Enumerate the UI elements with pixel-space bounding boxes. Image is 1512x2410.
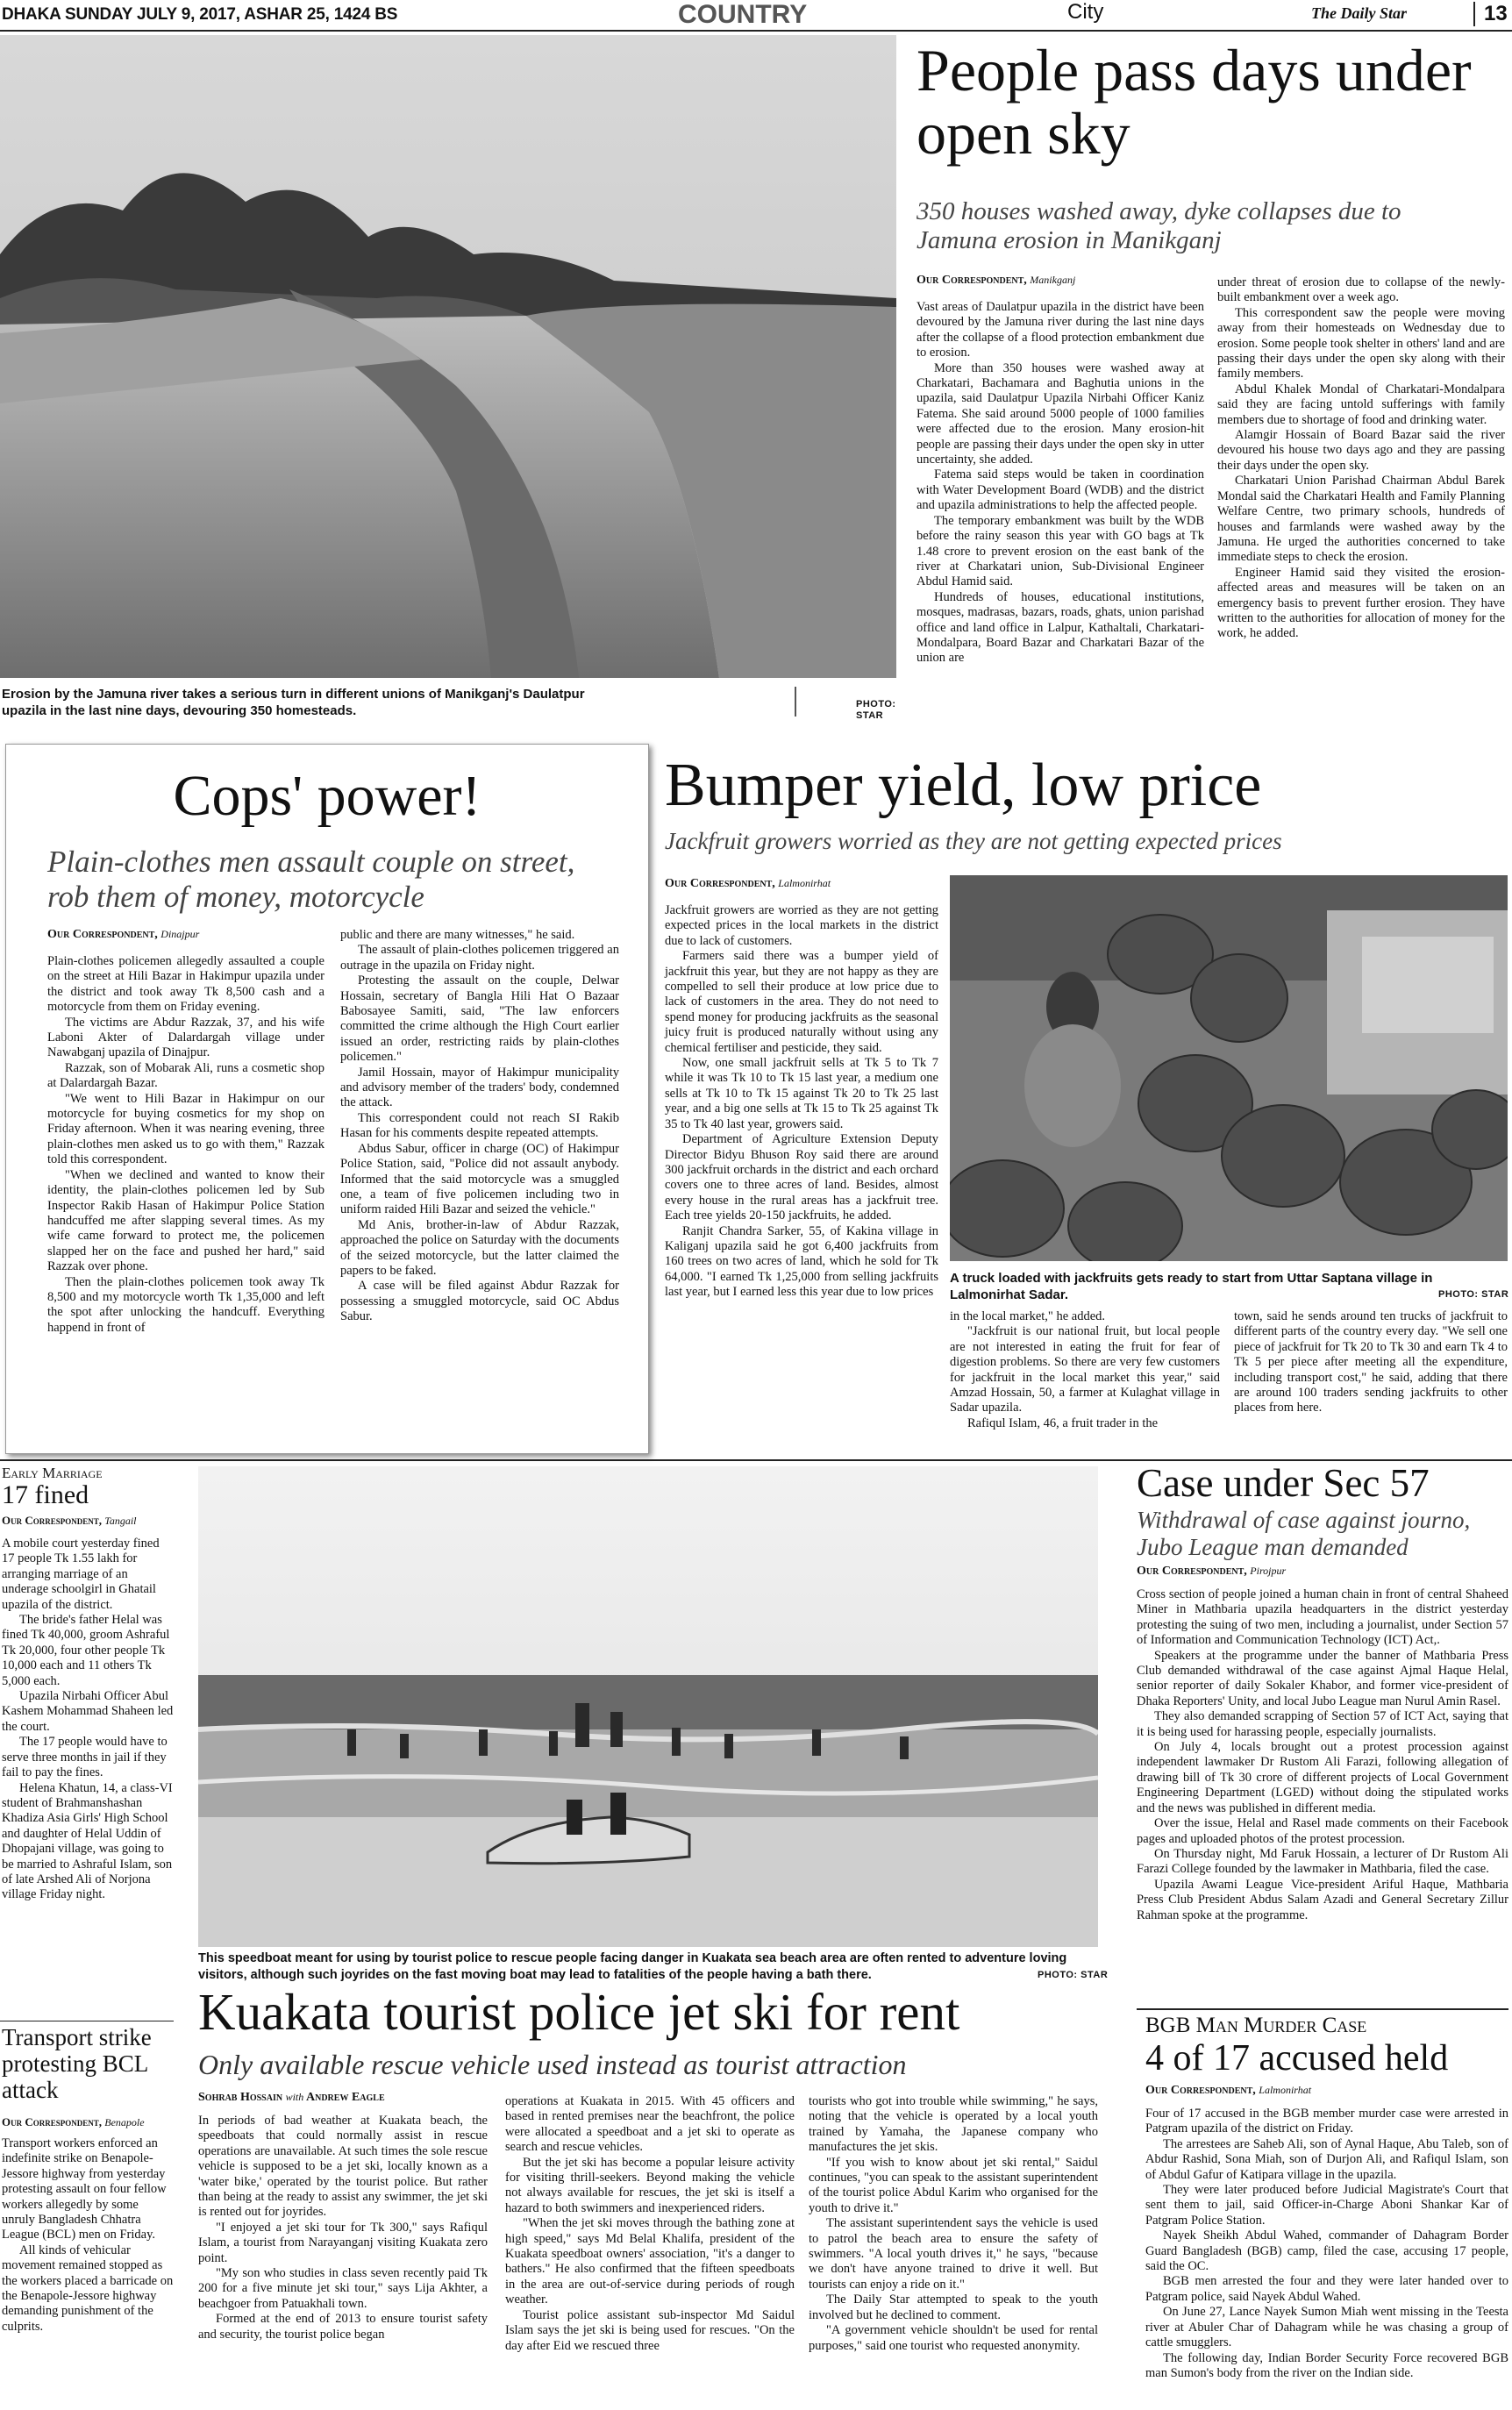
paragraph: The assault of plain-clothes policemen triggered an outrage in the upazila on Friday night. [340,943,619,973]
paragraph: All kinds of vehicular movement remained stopped as the workers placed a barricade on the Benapole-Jessore highway demanding punishment of the culprits. [2,2242,174,2334]
paragraph: Upazila Nirbahi Officer Abul Kashem Mohammad Shaheen led the court. [2,1689,174,1734]
story1-byline-place: Manikganj [1030,274,1076,286]
paragraph: This correspondent saw the people were moving away from their homesteads on Wednesday due to erosion. Some people took shelter in others' land and are passing their days under the open sky along with their family members. [1217,305,1505,381]
story4-headline: 17 fined [2,1480,89,1509]
story8-byline-author: Our Correspondent, [1145,2084,1256,2097]
story1-deck: 350 houses washed away, dyke collapses due to Jamuna erosion in Manikganj [916,197,1401,254]
paragraph: On June 27, Lance Nayek Sumon Miah went missing in the Teesta river at Abuler Char of Dahagram while he was chasing a group of cattle smugglers. [1145,2305,1508,2350]
story8-byline [1145,2084,1311,2098]
story6-byline-author-b: Andrew Eagle [306,2091,385,2104]
paragraph: On July 4, locals brought out a protest procession against independent lawmaker Dr Rustom Ali Farazi, following allegation of drawing bill of Tk 30 crore of different projects of Local Government Engineering Department (LGED) without doing the stipulated works and the news was published in different media. [1137,1740,1508,1815]
paragraph: Formed at the end of 2013 to ensure tourist safety and security, the tourist police began [198,2312,488,2342]
paragraph: tourists who got into trouble while swimming," he says, noting that the vehicle is operated by a local youth trained by Yamaha, the Japanese company who manufactures the jet skis. [809,2094,1098,2155]
paragraph: operations at Kuakata in 2015. With 45 officers and based in rented premises near the beachfront, the police were allocated a speedboat and a jet ski to operate as search and rescue vehicles. [505,2094,795,2155]
paragraph: Alamgir Hossain of Board Bazar said the river devoured his house two days ago and they are passing their days under the open sky. [1217,428,1505,473]
paragraph: "My son who studies in class seven recently paid Tk 200 for a five minute jet ski tour," says Lija Akhter, a beachgoer from Patuakhali town. [198,2266,488,2311]
story6-column-2 [505,2094,795,2354]
story3-byline-place: Lalmonirhat [778,877,831,889]
paragraph: The temporary embankment was built by the WDB before the rainy season this year with GO bags at Tk 1.48 crore to prevent erosion on the east bank of the river at Charkatari union, Sub-Divisional Engineer Abdul Hamid said. [916,513,1204,589]
paragraph: The arrestees are Saheb Ali, son of Aynal Haque, Abu Taleb, son of Abdur Rashid, Sona Miah, son of Durjon Ali, and Rafiqul Islam, son of Abdul Gafur of Katipara village in the upazila. [1145,2136,1508,2182]
dateline: DHAKA SUNDAY JULY 9, 2017, ASHAR 25, 1424 BS [2,5,398,24]
jackfruit-photo-credit: PHOTO: STAR [1438,1289,1509,1300]
story3-byline-author: Our Correspondent, [665,877,775,890]
paragraph: In periods of bad weather at Kuakata beach, the speedboats that could normally assist in rescue operations are unavailable. At such times the sole rescue vehicle is supposed to be a jet ski, locally known as a 'water bike,' operated by the tourist police. But rather than being at the ready to assist any swimmer, the jet ski is rented out for joyrides. [198,2114,488,2220]
paragraph: "I enjoyed a jet ski tour for Tk 300," says Rafiqul Islam, a tourist from Narayanganj visiting Kuakata zero point. [198,2220,488,2265]
story6-column-1 [198,2114,488,2342]
paragraph: Cross section of people joined a human chain in front of central Shaheed Miner in Mathbaria upazila headquarters in the district yesterday protesting the suing of two men, including a journalist, under Section 57 of Information and Communication Technology (ICT) Act,. [1137,1587,1508,1648]
paragraph: Four of 17 accused in the BGB member murder case were arrested in Patgram upazila of the district on Friday. [1145,2107,1508,2136]
paragraph: Tourist police assistant sub-inspector Md Saidul Islam says the jet ski is being used for rescues. "On the day after Eid we rescued three [505,2307,795,2353]
story4-body [2,1537,174,1903]
story6-byline-author-a: Sohrab Hossain [198,2091,283,2104]
story6-byline-with: with [285,2091,304,2103]
paragraph: Engineer Hamid said they visited the erosion-affected areas and measures will be taken on an emergency basis to prevent further erosion. They have written to the authorities for allocation of money for the work, he added. [1217,565,1505,641]
story8-byline-place: Lalmonirhat [1259,2084,1312,2096]
story1-column-2 [1217,275,1505,642]
story4-byline-author: Our Correspondent, [2,1514,103,1527]
paragraph: The victims are Abdur Razzak, 37, and his wife Laboni Akter of Dalardargah village under Nawabganj upazila of Dinajpur. [47,1015,325,1060]
story7-byline-author: Our Correspondent, [1137,1565,1247,1578]
erosion-photo-credit: PHOTO: STAR [856,699,896,721]
story5-byline [2,2115,145,2129]
paragraph: Plain-clothes policemen allegedly assaulted a couple on the street at Hili Bazar in Hakimpur upazila under the district and took away Tk 8,500 cash and a motorcycle from them on Friday evening. [47,954,325,1015]
story2-byline-place: Dinajpur [160,928,200,940]
story3-byline [665,877,831,891]
paragraph: Upazila Awami League Vice-president Ariful Haque, Mathbaria Press Club President Abdus Salam Azadi and General Secretary Zillur Rahman spoke at the programme. [1137,1877,1508,1922]
paragraph: But the jet ski has become a popular leisure activity for visiting thrill-seekers. Beyond making the vehicle not always available for rescues, the jet ski is itself a hazard to both swimmers and inexperienced riders. [505,2155,795,2215]
story3-column-1 [665,903,938,1301]
story7-headline: Case under Sec 57 [1137,1461,1430,1505]
paragraph: They also demanded scrapping of Section 57 of ICT Act, saying that it is being used for harassing people, especially journalists. [1137,1709,1508,1739]
paragraph: Transport workers enforced an indefinite strike on Benapole-Jessore highway from yesterday protesting assault on four fellow workers allegedly by some unruly Bangladesh Chhatra League (BCL) men on Friday. [2,2136,167,2242]
subsection-label: City [1067,0,1104,24]
story6-column-3 [809,2094,1098,2354]
story4-byline [2,1514,137,1528]
page-header [0,0,1512,32]
paragraph: Rafiqul Islam, 46, a fruit trader in the [967,1415,1159,1430]
paragraph: Hundreds of houses, educational institutions, mosques, madrasas, bazars, roads, ghats, union parishad office and land office in Lalpur, Kathaltali, Charkatari-Mondalpara, Board Bazar and Charkatari Bazar of the union are [916,589,1204,666]
paragraph: The following day, Indian Border Security Force recovered BGB man Sumon's body from the river on the Indian side. [1145,2350,1508,2380]
jackfruit-photo-image [950,875,1508,1261]
paragraph: A case will be filed against Abdur Razzak for possessing a smuggled motorcycle, said OC Abdus Sabur. [340,1279,619,1324]
story8-headline: 4 of 17 accused held [1145,2038,1449,2078]
paragraph: Then the plain-clothes policemen took away Tk 8,500 and my motorcycle worth Tk 1,35,000 and left the spot after unlocking the handcuff. Everything happend in front of [47,1274,325,1335]
paragraph: The Daily Star attempted to speak to the youth involved but he declined to comment. [809,2292,1098,2322]
paragraph: "When the jet ski moves through the bathing zone at high speed," says Md Belal Khalifa, president of the Kuakata speedboat owners' association, "it's a danger to bathers." He also confirmed that the fifteen speedboats in the area are out-of-service during periods of rough weather. [505,2216,795,2307]
story5-body [2,2136,174,2335]
story8-top-rule [1137,2008,1508,2010]
paragraph: Farmers said there was a bumper yield of jackfruit this year, but they are not happy as they are compelled to sell their produce at low price due to lack of customers in the area. They do not need to spend money for producing jackfruits as the seasonal juicy fruit is produced naturally without using any chemical fertiliser and pesticide, they said. [665,949,938,1055]
story6-byline [198,2091,385,2105]
paragraph: Protesting the assault on the couple, Delwar Hossain, secretary of Bangla Hili Hat O Bazaar Babosayee Samiti, said, "The law enforcers committed the crime although the High Court earlier issued an order, restricting raids by plain-clothes policemen." [340,973,619,1065]
paragraph: Charkatari Union Parishad Chairman Abdul Barek Mondal said the Charkatari Health and Family Planning Welfare Centre, two primary schools, hundreds of houses and farmlands were washed away by the Jamuna. He urged the authorities concerned to take immediate steps to check the erosion. [1217,474,1505,565]
paragraph: They were later produced before Judicial Magistrate's Court that sent them to jail, said Officer-in-Charge Aboni Shankar Kar of Patgram Police Station. [1145,2183,1508,2228]
paragraph: Vast areas of Daulatpur upazila in the district have been devoured by the Jamuna river during the last nine days after the collapse of a flood protection embankment due to erosion. [916,300,1204,360]
paragraph: Nayek Sheikh Abdul Wahed, commander of Dahagram Border Guard Bangladesh (BGB) camp, filed the case, accusing 17 people, said the OC. [1145,2228,1508,2274]
story6-deck: Only available rescue vehicle used instead as tourist attraction [198,2049,907,2080]
story2-byline-author: Our Correspondent, [47,928,158,941]
caption-divider [795,687,796,717]
erosion-photo [0,35,896,678]
paragraph: Ranjit Chandra Sarker, 55, of Kakina village in Kaliganj upazila said he got 6,400 jackfruits from 160 trees on two acres of land, which he sold for Tk 64,000. "I earned Tk 1,25,000 from selling jackfruits last year, but I earned less this year due to low prices [665,1223,938,1300]
paragraph: The assistant superintendent says the vehicle is used to patrol the beach area to ensure the safety of swimmers. "A local youth drives it," he says, "because we don't have anyone trained to drive it well. But tourists can enjoy a ride on it." [809,2216,1098,2292]
paragraph: Razzak, son of Mobarak Ali, runs a cosmetic shop at Dalardargah Bazar. [47,1060,325,1091]
story2-column-2 [340,928,619,1325]
story5-byline-author: Our Correspondent, [2,2115,103,2128]
jetski-photo-image [198,1466,1098,1947]
paragraph: "If you wish to know about jet ski rental," Saidul continues, "you can speak to the assistant superintendent of the tourist police Abdul Karim who organised for the youth to drive it." [809,2155,1098,2215]
story7-byline [1137,1565,1286,1579]
paragraph: Helena Khatun, 14, a class-VI student of Brahmanshashan Khadiza Asia Girls' High School and daughter of Helal Uddin of Dhopajani village, was going to be married to Ashraful Islam, son of late Arshed Ali of Norjona village Friday night. [2,1780,173,1902]
paragraph: Over the issue, Helal and Rasel made comments on their Facebook pages and uploaded photos of the protest procession. [1137,1816,1508,1846]
paragraph: A mobile court yesterday fined 17 people Tk 1.55 lakh for arranging marriage of an underage schoolgirl in Ghatail upazila of the district. [2,1537,160,1612]
jackfruit-photo-caption: A truck loaded with jackfruits gets ready to start from Uttar Saptana village in Lalmonirhat Sadar. [950,1271,1433,1302]
paragraph: Fatema said steps would be taken in coordination with Water Development Board (WDB) and the district and upazila administrations to help the affected people. [916,467,1204,513]
story2-headline: Cops' power! [173,764,481,828]
jetski-photo-caption: This speedboat meant for using by tourist police to rescue people facing danger in Kuakata sea beach area are often rented to adventure loving visitors, although such joyrides on the fast moving boat may lead to fatalities of the people having a bath there. [198,1951,1067,1982]
paragraph: On Thursday night, Md Faruk Hossain, a lecturer of Dr Rustom Ali Farazi College founded by the lawmaker in Mathbaria, filed the case. [1137,1846,1508,1877]
paragraph: Department of Agriculture Extension Deputy Director Bidyu Bhuson Roy said there are around 300 jackfruit orchards in the district and each orchard covers one to three acres of land. Besides, almost every house in the rural areas has a jackfruit tree. Each tree yields 20-150 jackfruits, he added. [665,1132,938,1223]
erosion-photo-caption: Erosion by the Jamuna river takes a serious turn in different unions of Manikganj's Daulatpur upazila in the last nine days, devouring 350 homesteads. [2,687,585,718]
paragraph: BGB men arrested the four and they were later handed over to Patgram police, said Nayek Abdul Wahed. [1145,2274,1508,2304]
story6-headline: Kuakata tourist police jet ski for rent [198,1983,960,2041]
story8-kicker: BGB Man Murder Case [1145,2014,1367,2037]
story3-column-3 [1234,1309,1508,1416]
paragraph: Abdus Sabur, officer in charge (OC) of Hakimpur Police Station, said, "Police did not assault anybody. Informed that the said motorcycle was a smuggled one, a team of five policemen including two in uniform raided Hili Bazar and seized the vehicle." [340,1141,619,1217]
story1-headline: People pass days under open sky [916,37,1472,167]
story3-deck: Jackfruit growers worried as they are not getting expected prices [665,828,1282,854]
paragraph: Jamil Hossain, mayor of Hakimpur municipality and advisory member of the traders' body, condemned the attack. [340,1065,619,1110]
paragraph: Md Anis, brother-in-law of Abdur Razzak, approached the police on Saturday with the documents of the seized motorcycle, but the latter claimed the papers to be faked. [340,1217,619,1278]
jetski-photo [198,1466,1098,1947]
story5-headline: Transport strike protesting BCL attack [2,2024,152,2103]
erosion-photo-image [0,35,896,678]
story4-byline-place: Tangail [104,1515,137,1527]
story3-headline: Bumper yield, low price [665,752,1262,819]
jackfruit-photo [950,875,1508,1261]
paragraph: "When we declined and wanted to know their identity, the plain-clothes policemen led by Sub Inspector Rakib Hasan of Hakimpur Police Station handcuffed me after slapping several times. As my wife came forward to protect me, the policemen slapped her on the face and pushed her hard," said Razzak over phone. [47,1167,325,1274]
masthead-logo: The Daily Star [1311,4,1408,22]
paragraph: "Jackfruit is our national fruit, but local people are not interested in eating the fruit for fear of digestion problems. So there are very few customers for jackfruit in the local market this year," said Amzad Hossain, 50, a farmer at Kulaghat village in Sadar upazila. [950,1324,1220,1415]
story4-kicker: Early Marriage [2,1465,103,1481]
story2-deck: Plain-clothes men assault couple on street, rob them of money, motorcycle [47,845,575,914]
paragraph: Jackfruit growers are worried as they are not getting expected prices in the local markets in the district due to lack of customers. [665,903,938,948]
page-number: 13 [1473,2,1508,26]
paragraph: Abdul Khalek Mondal of Charkatari-Mondalpara said they are facing untold sufferings with family members due to shortage of food and drinking water. [1217,381,1505,427]
paragraph: town, said he sends around ten trucks of jackfruit to different parts of the country every day. "We sell one piece of jackfruit for Tk 20 to Tk 30 and earn Tk 4 to Tk 5 per piece after meeting all the expenditure, including transport cost," he said, adding that there are around 100 traders sending jackfruits to other places from here. [1234,1309,1508,1415]
story5-byline-place: Benapole [104,2116,145,2128]
paragraph: The bride's father Helal was fined Tk 40,000, groom Ashraful Tk 20,000, four other people Tk 10,000 each and 11 others Tk 5,000 each. [2,1613,170,1688]
section-label: COUNTRY [678,0,808,29]
story8-body [1145,2107,1508,2381]
paragraph: Now, one small jackfruit sells at Tk 5 to Tk 7 while it was Tk 10 to Tk 15 last year, a medium one sells at Tk 10 to Tk 15 against Tk 20 to Tk 25 last year, and a big one sells at Tk 15 to Tk 25 against Tk 35 to Tk 40 last year, growers said. [665,1056,938,1131]
story1-byline [916,274,1075,288]
story3-column-2 [950,1309,1220,1431]
story7-byline-place: Pirojpur [1250,1565,1287,1577]
paragraph: under threat of erosion due to collapse of the newly-built embankment over a week ago. [1217,275,1505,305]
paragraph: More than 350 houses were washed away at Charkatari, Bachamara and Baghutia unions in the upazila, said Daulatpur Upazila Nirbahi Officer Kaniz Fatema. She said around 5000 people of 1000 families were affected due to the erosion. Many erosion-hit people are passing their days under the open sky in utter uncertainty, she added. [916,360,1204,467]
paragraph: The 17 people would have to serve three months in jail if they fail to pay the fines. [2,1735,168,1780]
story2-byline [47,928,199,942]
paragraph: in the local market," he added. [950,1309,1106,1323]
story2-column-1 [47,954,325,1336]
paragraph: This correspondent could not reach SI Rakib Hasan for his comments despite repeated attempts. [340,1110,619,1141]
story7-deck: Withdrawal of case against journo, Jubo League man demanded [1137,1507,1471,1560]
story7-body [1137,1587,1508,1923]
paragraph: public and there are many witnesses," he said. [340,928,575,942]
paragraph: "A government vehicle shouldn't be used for rental purposes," said one tourist who requested anonymity. [809,2323,1098,2353]
story1-byline-author: Our Correspondent, [916,274,1027,287]
jetski-photo-credit: PHOTO: STAR [1038,1970,1109,1980]
story1-column-1 [916,300,1204,667]
paragraph: "We went to Hili Bazar in Hakimpur on our motorcycle for buying cosmetics for my shop on Friday afternoon. When it was nearing evening, three plain-clothes men asked us to go with them," Razzak told this correspondent. [47,1091,325,1167]
paragraph: Speakers at the programme under the banner of Mathbaria Press Club demanded withdrawal of the case against Ajmal Haque Helal, senior reporter of daily Sokaler Khabor, and former vice-president of Dhaka Reporters' Unity, and local Jubo League man Nurul Amin Rasel. [1137,1648,1508,1708]
